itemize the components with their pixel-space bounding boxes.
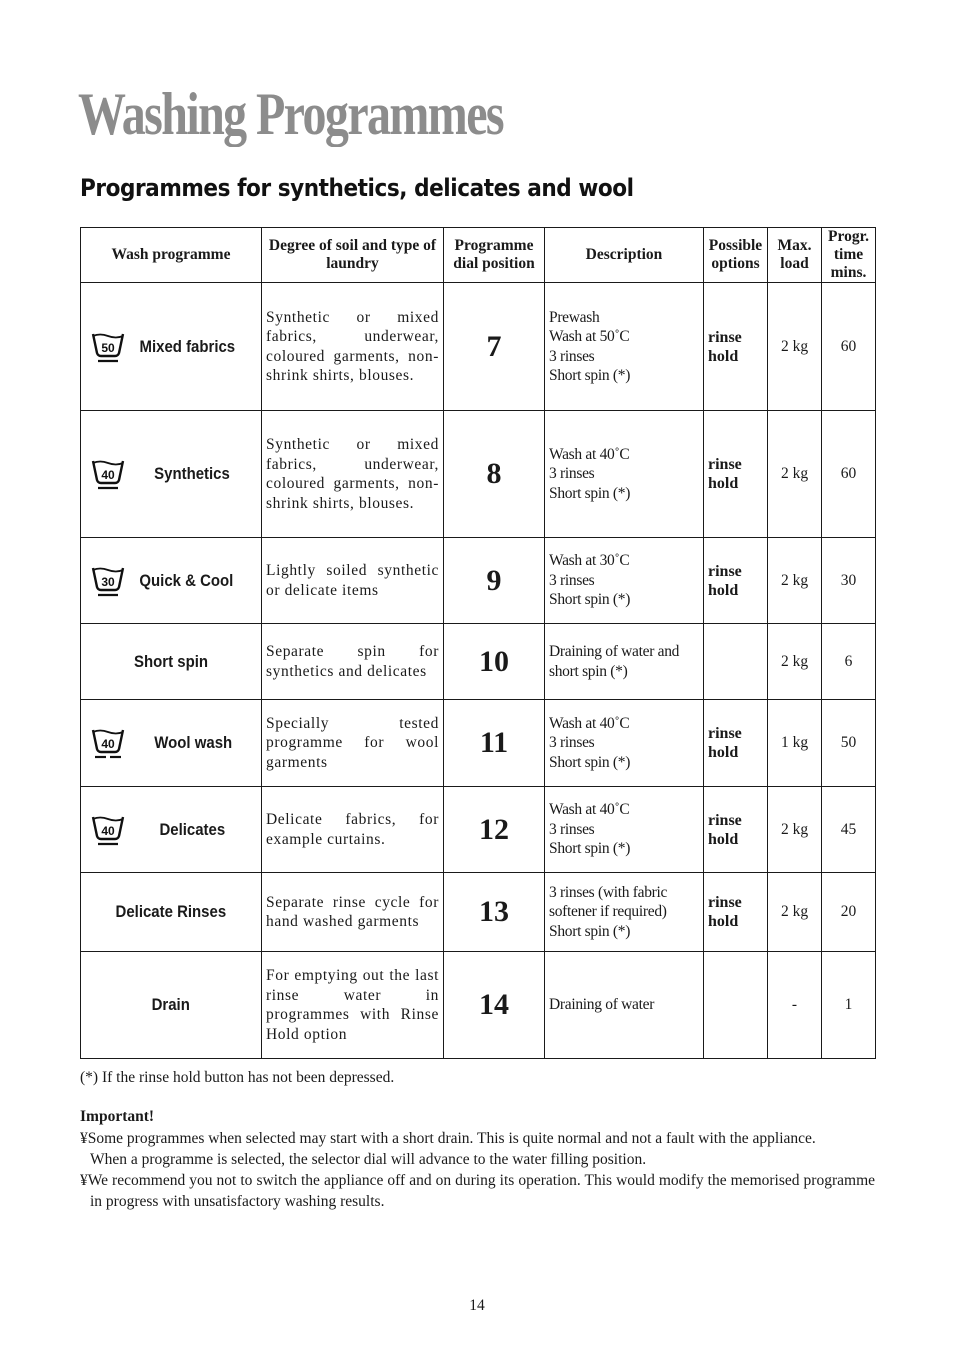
options-cell: rinse hold (704, 283, 768, 411)
description-cell: Draining of water and short spin (*) (545, 624, 704, 700)
important-heading: Important! (80, 1108, 155, 1125)
dial-position: 11 (444, 700, 545, 787)
description-cell: Wash at 40˚C 3 rinses Short spin (*) (545, 700, 704, 787)
table-row (81, 624, 876, 700)
programme-time: 60 (822, 411, 876, 538)
options-cell: rinse hold (704, 411, 768, 538)
dial-position: 12 (444, 787, 545, 873)
table-row (81, 283, 876, 411)
section-title: Programmes for synthetics, delicates and wool (80, 174, 634, 202)
options-cell (704, 624, 768, 700)
programme-name: Wool wash (154, 733, 233, 752)
description-cell: 3 rinses (with fabric softener if required) Short spin (*) (545, 873, 704, 952)
table-row (81, 538, 876, 624)
programme-cell (81, 873, 262, 952)
programme-name: Synthetics (154, 464, 230, 483)
programme-time: 50 (822, 700, 876, 787)
max-load: 2 kg (768, 538, 822, 624)
programme-time: 1 (822, 952, 876, 1059)
table-row (81, 411, 876, 538)
programme-cell (81, 538, 262, 624)
programme-cell (81, 624, 262, 700)
dial-position: 7 (444, 283, 545, 411)
max-load: 2 kg (768, 283, 822, 411)
dial-position: 10 (444, 624, 545, 700)
table-row (81, 952, 876, 1059)
wash-temperature-label: 40 (101, 823, 115, 838)
wash-tub-icon (91, 458, 125, 490)
options-cell: rinse hold (704, 700, 768, 787)
note-bullet: ¥We recommend you not to switch the appliance off and on during its operation. This would modify the memorised programme in progress with unsatisfactory washing results. (80, 1172, 875, 1210)
dial-position: 14 (444, 952, 545, 1059)
max-load: 1 kg (768, 700, 822, 787)
table-row (81, 700, 876, 787)
programme-name: Drain (151, 995, 191, 1014)
max-load: 2 kg (768, 624, 822, 700)
note-line: When a programme is selected, the selector dial will advance to the water filling position. (90, 1151, 647, 1168)
options-cell: rinse hold (704, 873, 768, 952)
programme-time: 20 (822, 873, 876, 952)
wool-wash-tub-icon (91, 727, 125, 759)
description-cell: Wash at 40˚C 3 rinses Short spin (*) (545, 411, 704, 538)
programme-cell (81, 700, 262, 787)
description-cell: Wash at 40˚C 3 rinses Short spin (*) (545, 787, 704, 873)
note-bullet: ¥Some programmes when selected may start with a short drain. This is quite normal and not a fault with the appliance. (80, 1130, 816, 1147)
programme-cell (81, 787, 262, 873)
dial-position: 8 (444, 411, 545, 538)
header-time: Progr. time mins. (822, 228, 876, 283)
table-row (81, 873, 876, 952)
header-options: Possible options (704, 228, 768, 283)
dial-position: 9 (444, 538, 545, 624)
programme-time: 45 (822, 787, 876, 873)
table-row (81, 787, 876, 873)
programme-name: Delicate Rinses (115, 902, 227, 921)
soil-cell: Lightly soiled synthetic or delicate items (262, 538, 444, 624)
options-cell: rinse hold (704, 787, 768, 873)
soil-cell: Separate spin for synthetics and delicates (262, 624, 444, 700)
page-number: 14 (469, 1297, 485, 1314)
soil-cell: Synthetic or mixed fabrics, underwear, coloured garments, non-shrink shirts, blouses. (262, 283, 444, 411)
soil-cell: Synthetic or mixed fabrics, underwear, coloured garments, non-shrink shirts, blouses. (262, 411, 444, 538)
header-description: Description (545, 228, 704, 283)
programme-name: Quick & Cool (139, 570, 234, 590)
wash-temperature-label: 40 (101, 468, 115, 482)
max-load: 2 kg (768, 873, 822, 952)
programmes-table (80, 227, 876, 1059)
wash-tub-icon (91, 565, 125, 597)
description-cell: Draining of water (545, 952, 704, 1059)
soil-cell: Separate rinse cycle for hand washed garments (262, 873, 444, 952)
table-header-row (81, 228, 876, 283)
programme-name: Short spin (134, 651, 208, 671)
important-notes (80, 1128, 875, 1212)
wash-temperature-label: 40 (101, 737, 115, 751)
programme-cell (81, 952, 262, 1059)
programme-time: 60 (822, 283, 876, 411)
header-dial: Programme dial position (444, 228, 545, 283)
wash-temperature-label: 50 (101, 340, 115, 355)
max-load: 2 kg (768, 411, 822, 538)
header-load: Max. load (768, 228, 822, 283)
programme-name: Delicates (159, 819, 226, 839)
wash-temperature-label: 30 (101, 574, 115, 589)
description-cell: Wash at 30˚C 3 rinses Short spin (*) (545, 538, 704, 624)
options-cell (704, 952, 768, 1059)
programme-cell (81, 283, 262, 411)
header-programme: Wash programme (81, 228, 262, 283)
programme-cell (81, 411, 262, 538)
programme-time: 6 (822, 624, 876, 700)
max-load: - (768, 952, 822, 1059)
header-soil: Degree of soil and type of laundry (262, 228, 444, 283)
dial-position: 13 (444, 873, 545, 952)
description-cell: Prewash Wash at 50˚C 3 rinses Short spin (*) (545, 283, 704, 411)
options-cell: rinse hold (704, 538, 768, 624)
wash-tub-icon (91, 814, 125, 846)
footnote: (*) If the rinse hold button has not been depressed. (80, 1069, 395, 1086)
soil-cell: Specially tested programme for wool garments (262, 700, 444, 787)
page-title: Washing Programmes (78, 81, 503, 147)
programme-name: Mixed fabrics (139, 336, 236, 356)
programme-time: 30 (822, 538, 876, 624)
wash-tub-icon (91, 331, 125, 363)
soil-cell: Delicate fabrics, for example curtains. (262, 787, 444, 873)
soil-cell: For emptying out the last rinse water in programmes with Rinse Hold option (262, 952, 444, 1059)
max-load: 2 kg (768, 787, 822, 873)
